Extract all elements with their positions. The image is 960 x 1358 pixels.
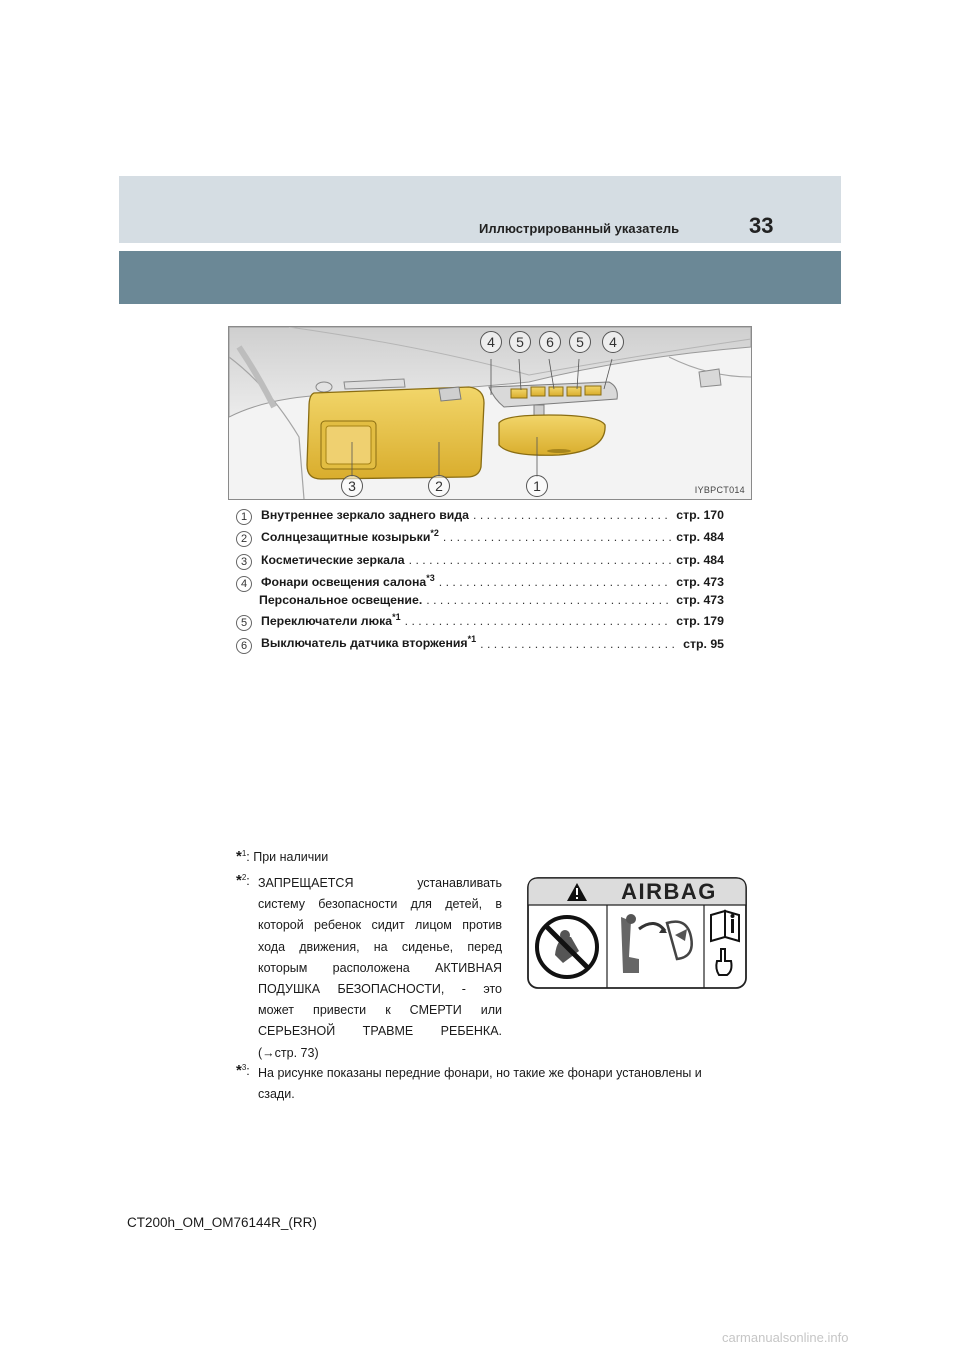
list-item xyxy=(236,612,724,634)
leader-dots xyxy=(480,637,679,651)
header-dark-band xyxy=(119,251,841,304)
section-title: Иллюстрированный указатель xyxy=(479,221,680,236)
callout-1: 1 xyxy=(526,475,548,497)
callout-5: 5 xyxy=(509,331,531,353)
airbag-warning-label xyxy=(527,877,747,989)
callout-2: 2 xyxy=(428,475,450,497)
watermark: carmanualsonline.info xyxy=(722,1330,849,1345)
figure-code: IYBPCT014 xyxy=(694,485,745,495)
leader-dots xyxy=(443,530,672,544)
item-label: Фонари освещения салона$^{*3}$ xyxy=(261,572,435,589)
list-item xyxy=(236,551,724,573)
item-label: Внутреннее зеркало заднего вида xyxy=(261,508,470,523)
item-label: Персональное освещение. xyxy=(259,593,423,608)
page-reference[interactable]: стр. 484 xyxy=(676,552,724,567)
callout-4: 4 xyxy=(480,331,502,353)
footnote-3: *$^3$: На рисунке показаны передние фонари, но такие же фонари установлены и сзади. xyxy=(236,1062,702,1102)
document-code: CT200h_OM_OM76144R_(RR) xyxy=(127,1215,317,1230)
page-reference[interactable]: стр. 170 xyxy=(676,508,724,523)
item-number: 2 xyxy=(236,531,252,547)
item-number: 5 xyxy=(236,615,252,631)
footnote-2-mark: *$^2$: xyxy=(236,872,250,889)
leader-dots xyxy=(439,575,673,589)
airbag-title: AIRBAG xyxy=(621,879,717,904)
list-item xyxy=(236,590,724,607)
item-number: 6 xyxy=(236,638,252,654)
leader-dots xyxy=(405,614,673,628)
leader-dots xyxy=(426,593,672,607)
list-item xyxy=(236,528,724,550)
leader-dots xyxy=(473,508,672,522)
item-number: 4 xyxy=(236,576,252,592)
page-reference[interactable]: стр. 179 xyxy=(676,614,724,629)
leader-dots xyxy=(409,553,673,567)
page-reference[interactable]: стр. 95 xyxy=(683,636,724,651)
item-label: Выключатель датчика вторжения$^{*1}$ xyxy=(261,634,477,651)
item-label: Косметические зеркала xyxy=(261,552,405,567)
callout-6: 6 xyxy=(539,331,561,353)
page-reference[interactable]: стр. 484 xyxy=(676,530,724,545)
interior-illustration xyxy=(228,326,752,500)
page-reference[interactable]: стр. 473 xyxy=(676,574,724,589)
callout-3: 3 xyxy=(341,475,363,497)
callout-4: 4 xyxy=(602,331,624,353)
callout-5: 5 xyxy=(569,331,591,353)
item-label: Переключатели люка$^{*1}$ xyxy=(261,612,401,629)
list-item xyxy=(236,506,724,528)
page-reference-link[interactable]: (→стр. 73) xyxy=(258,1045,319,1060)
list-item xyxy=(236,634,724,656)
page-number: 33 xyxy=(749,213,774,238)
item-number: 1 xyxy=(236,509,252,525)
footnote-2-text: ЗАПРЕЩАЕТСЯ устанавливать систему безопасности для детей, в которой ребенок сидит лицом против хода движения, на сиденье, перед которым расположена АКТИВНАЯ ПОДУШКА БЕЗОПАСНОСТИ, - это может привести к СМЕРТИ или СЕРЬЕЗНОЙ ТРАВМЕ РЕБЕНКА. (→стр. 73) xyxy=(258,873,502,1064)
item-label: Солнцезащитные козырьки$^{*2}$ xyxy=(261,528,439,545)
item-list xyxy=(236,506,724,657)
page-reference[interactable]: стр. 473 xyxy=(676,593,724,608)
item-number xyxy=(236,591,250,605)
item-number: 3 xyxy=(236,554,252,570)
footnote-1: *$^1$: При наличии xyxy=(236,848,329,865)
